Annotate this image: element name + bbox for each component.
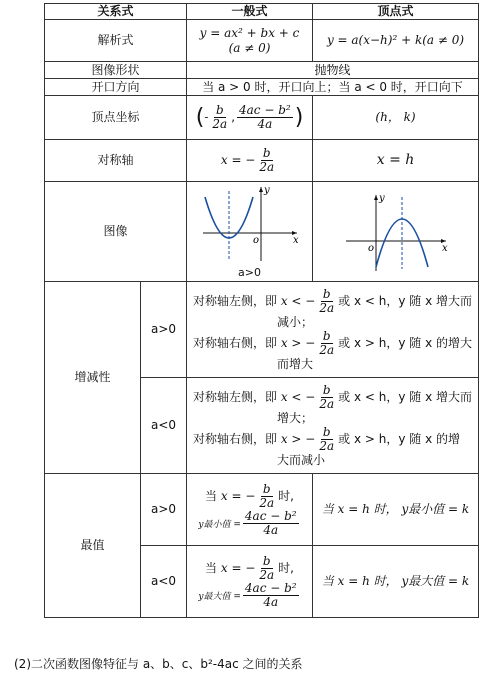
opening-label: 开口方向 xyxy=(45,79,187,96)
header-vertex: 顶点式 xyxy=(313,4,479,20)
mono-apos-text: 对称轴左侧，即 x < − $\frac{b}{2a}$ 或 x < h，y 随 x 增大而 减小； 对称轴右侧，即 x > − $\frac{b}{2a}$ 或 x > h，y 随 x 的增大 而增大 xyxy=(187,282,479,378)
general-condition: (a ≠ 0) xyxy=(228,40,271,55)
vertex-vertex-cell: (h， k) xyxy=(313,96,479,140)
extreme-aneg-general: 当 x = − $\frac{b}{2a}$ 时, y最大值 = $\frac{\text{4ac − b²}}{4a}$ xyxy=(187,546,313,618)
vertex-form: y = a(x−h)² + k(a ≠ 0) xyxy=(313,20,479,62)
graph-caption-apos: a>0 xyxy=(238,266,261,279)
shape-value: 抛物线 xyxy=(187,62,479,79)
vertex-label: 顶点坐标 xyxy=(45,96,187,140)
mono-apos-row xyxy=(45,282,479,378)
extreme-aneg-condition: a<0 xyxy=(141,546,187,618)
extreme-aneg-vertex: 当 x = h 时， y最大值 = k xyxy=(313,546,479,618)
svg-text:x: x xyxy=(441,242,448,254)
header-relation: 关系式 xyxy=(45,4,187,20)
section-caption: (2)二次函数图像特征与 a、b、c、b²-4ac 之间的关系 xyxy=(14,657,303,671)
extreme-apos-condition: a>0 xyxy=(141,474,187,546)
monotonicity-label: 增减性 xyxy=(45,282,141,474)
svg-text:o: o xyxy=(367,242,374,254)
graph-label: 图像 xyxy=(45,182,187,282)
mono-apos-condition: a>0 xyxy=(141,282,187,378)
axis-row xyxy=(45,140,479,182)
svg-text:y: y xyxy=(263,185,270,196)
general-form: y = ax² + bx + c xyxy=(199,25,300,40)
extreme-apos-general: 当 x = − $\frac{b}{2a}$ 时, y最小值 = $\frac{\text{4ac − b²}}{4a}$ xyxy=(187,474,313,546)
mono-aneg-condition: a<0 xyxy=(141,378,187,474)
opening-value: 当 a > 0 时，开口向上；当 a < 0 时，开口向下 xyxy=(187,79,479,96)
opening-row xyxy=(45,79,479,96)
vertex-general-cell: (- $\frac{b}{2a}$ , $\frac{\text{4ac − b²}}{4a}$ ) xyxy=(187,96,313,140)
graph-left-cell xyxy=(187,182,313,282)
expression-label: 解析式 xyxy=(45,20,187,62)
svg-text:x: x xyxy=(292,235,299,246)
shape-row xyxy=(45,62,479,79)
extreme-apos-row xyxy=(45,474,479,546)
quadratic-function-table xyxy=(44,3,479,618)
axis-vertex-cell: x = h xyxy=(313,140,479,182)
extreme-apos-vertex: 当 x = h 时， y最小值 = k xyxy=(313,474,479,546)
shape-label: 图像形状 xyxy=(45,62,187,79)
downward-parabola-graph xyxy=(336,191,456,273)
axis-general-cell: x = − $\frac{b}{2a}$ xyxy=(187,140,313,182)
general-form-cell xyxy=(187,20,313,62)
header-row xyxy=(45,4,479,20)
upward-parabola-graph xyxy=(195,183,305,265)
svg-text:y: y xyxy=(378,192,385,204)
extreme-label: 最值 xyxy=(45,474,141,618)
svg-text:o: o xyxy=(252,235,259,246)
header-general: 一般式 xyxy=(187,4,313,20)
graph-right-cell xyxy=(313,182,479,282)
vertex-coord-row xyxy=(45,96,479,140)
expression-row xyxy=(45,20,479,62)
mono-aneg-text: 对称轴左侧，即 x < − $\frac{b}{2a}$ 或 x < h，y 随 x 增大而 增大； 对称轴右侧，即 x > − $\frac{b}{2a}$ 或 x > h，y 随 x 的增 大而减小 xyxy=(187,378,479,474)
axis-label: 对称轴 xyxy=(45,140,187,182)
graph-row xyxy=(45,182,479,282)
